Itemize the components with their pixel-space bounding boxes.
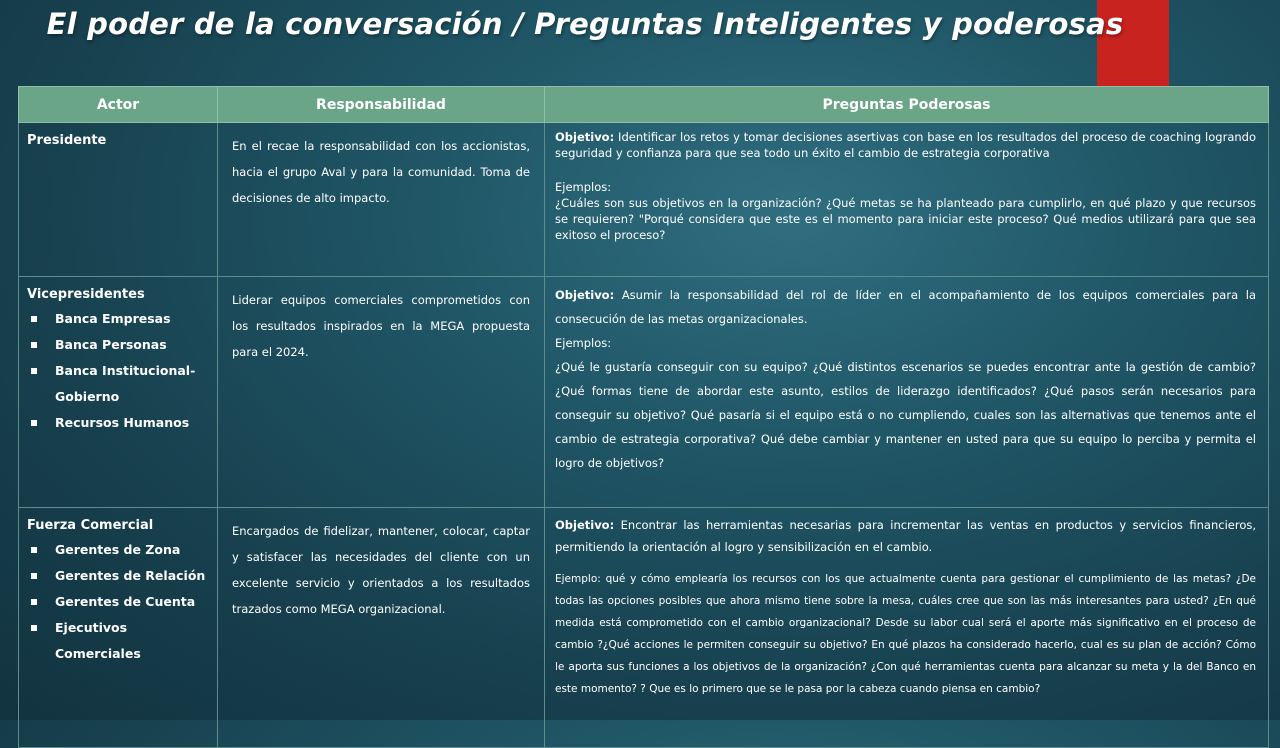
bullet-icon <box>31 316 37 322</box>
responsibility-cell <box>218 508 545 748</box>
actor-name: Presidente <box>27 133 107 148</box>
objective-label: Objetivo: <box>555 518 615 532</box>
objective-text: Asumir la responsabilidad del rol de líder en el acompañamiento de los equipos comerciales para la consecución de las metas organizacionales. <box>555 288 1256 326</box>
list-item: Banca Institucional- Gobierno <box>27 358 209 410</box>
actor-name: Vicepresidentes <box>27 287 145 302</box>
header-responsibility: Responsabilidad <box>218 87 545 123</box>
objective-label: Objetivo: <box>555 130 615 144</box>
actor-name: Fuerza Comercial <box>27 518 154 533</box>
responsibility-cell <box>218 123 545 277</box>
table-row <box>19 277 1269 508</box>
objective-paragraph <box>555 129 1256 161</box>
examples-text: qué y cómo emplearía los recursos con los que actualmente cuenta para gestionar el cumplimiento de las metas? ¿De todas las opciones posibles que ahora mismo tiene sobre la mesa, cuáles cree que son las más interesantes para usted? ¿En qué medida está comprometido con el cambio organizacional? Desde su labor cual será el aporte más significativo en el proceso de cambio ?¿Qué acciones le permiten conseguir su objetivo? En qué plazos ha considerado hacerlo, cual es su plan de acción? Cómo le aporta sus funciones a los objetivos de la organización? ¿Con qué herramientas cuenta para alcanzar su meta y la del Banco en este momento? ? Que es lo primero que se le pasa por la cabeza cuando piensa en cambio? <box>555 573 1256 695</box>
slide-title: El poder de la conversación / Preguntas Inteligentes y poderosas <box>46 7 1124 41</box>
actor-subgroup-list <box>27 537 209 667</box>
list-item: Gerentes de Cuenta <box>27 589 209 615</box>
examples-text: ¿Qué le gustaría conseguir con su equipo? ¿Qué distintos escenarios se puedes encontrar ante la gestión de cambio? ¿Qué formas tiene de abordar este asunto, estilos de liderazgo identificados? ¿Qué pasos serán necesarios para conseguir su objetivo? Qué pasaría si el equipo está o no cumpliendo, cuales son las alternativas que tenemos ante el cambio de estrategia corporativa? Qué debe cambiar y mantener en usted para que su equipo lo perciba y permita el logro de objetivos? <box>555 360 1256 470</box>
responsibility-cell <box>218 277 545 508</box>
table-row <box>19 123 1269 277</box>
list-item: Recursos Humanos <box>27 410 209 436</box>
questions-cell <box>545 123 1269 277</box>
bullet-icon <box>31 420 37 426</box>
bullet-icon <box>31 547 37 553</box>
bullet-icon <box>31 368 37 374</box>
examples-text: ¿Cuáles son sus objetivos en la organización? ¿Qué metas se ha planteado para cumplirlo, en qué plazo y que recursos se requieren? "Porqué considera que este es el momento para iniciar este proceso? Qué medios utilizará para que sea exitoso el proceso? <box>555 196 1256 242</box>
actor-table <box>18 86 1269 748</box>
bullet-icon <box>31 573 37 579</box>
header-actor: Actor <box>19 87 218 123</box>
bullet-icon <box>31 342 37 348</box>
examples-label: Ejemplos: <box>555 180 612 194</box>
table-row <box>19 508 1269 748</box>
objective-paragraph <box>555 283 1256 331</box>
responsibility-text: Liderar equipos comerciales comprometidos con los resultados inspirados en la MEGA propuesta para el 2024. <box>232 293 530 359</box>
bullet-icon <box>31 599 37 605</box>
list-item: Gerentes de Zona <box>27 537 209 563</box>
actor-cell <box>19 508 218 748</box>
table-header-row <box>19 87 1269 123</box>
responsibility-text: En el recae la responsabilidad con los accionistas, hacia el grupo Aval y para la comunidad. Toma de decisiones de alto impacto. <box>232 139 530 205</box>
actor-cell <box>19 277 218 508</box>
actor-cell <box>19 123 218 277</box>
objective-text: Identificar los retos y tomar decisiones asertivas con base en los resultados del proceso de coaching logrando seguridad y confianza para que sea todo un éxito el cambio de estrategia corporativa <box>555 130 1256 160</box>
responsibility-text: Encargados de fidelizar, mantener, colocar, captar y satisfacer las necesidades del cliente con un excelente servicio y orientados a los resultados trazados como MEGA organizacional. <box>232 524 530 616</box>
actor-subgroup-list <box>27 306 209 436</box>
questions-cell <box>545 508 1269 748</box>
objective-label: Objetivo: <box>555 288 615 302</box>
list-item: Ejecutivos Comerciales <box>27 615 209 667</box>
examples-paragraph <box>555 568 1256 700</box>
examples-label: Ejemplos: <box>555 336 612 350</box>
questions-cell <box>545 277 1269 508</box>
header-powerful-questions: Preguntas Poderosas <box>545 87 1269 123</box>
list-item: Gerentes de Relación <box>27 563 209 589</box>
objective-text: Encontrar las herramientas necesarias para incrementar las ventas en productos y servicios financieros, permitiendo la orientación al logro y sensibilización en el cambio. <box>555 518 1256 554</box>
examples-label: Ejemplo: <box>555 573 601 585</box>
objective-paragraph <box>555 514 1256 558</box>
bullet-icon <box>31 625 37 631</box>
list-item: Banca Personas <box>27 332 209 358</box>
list-item: Banca Empresas <box>27 306 209 332</box>
